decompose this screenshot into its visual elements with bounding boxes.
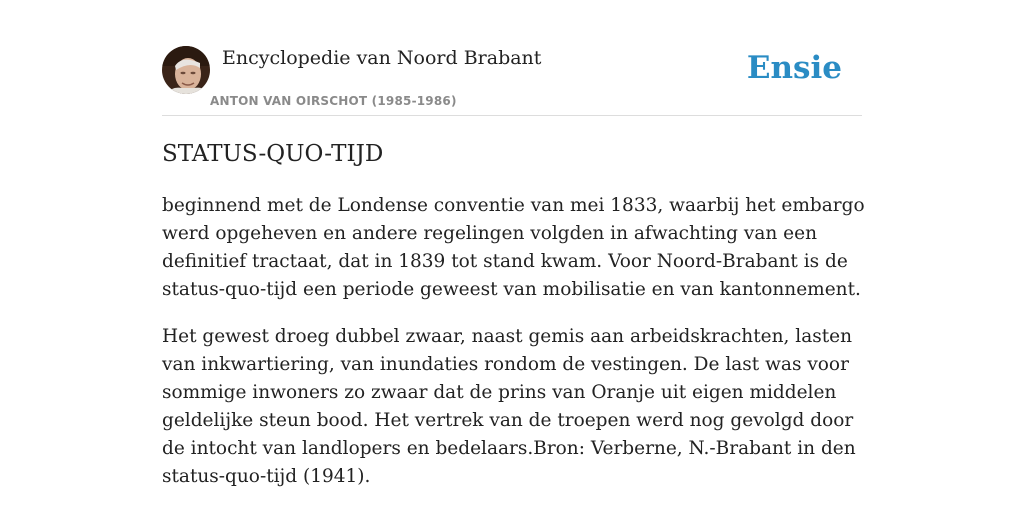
entry-title: STATUS-QUO-TIJD [162, 141, 384, 167]
book-header [162, 46, 862, 116]
entry-paragraph: Het gewest droeg dubbel zwaar, naast gemis aan arbeidskrachten, lasten van inkwartiering, van inundaties rondom de vestingen. De last was voor sommige inwoners zo zwaar dat de prins van Oranje uit eigen middelen geldelijke steun bood. Het vertrek van de troepen werd nog gevolgd door de intocht van landlopers en bedelaars.Bron: Verberne, N.-Brabant in den status-quo-tijd (1941). [162, 326, 856, 487]
header-divider [162, 115, 862, 116]
entry-paragraph: beginnend met de Londense conventie van mei 1833, waarbij het embargo werd opgeheven en andere regelingen volgden in afwachting van een definitief tractaat, dat in 1839 tot stand kwam. Voor Noord-Brabant is de status-quo-tijd een periode geweest van mobilisatie en van kantonnement. [162, 195, 865, 300]
ensie-logo-link[interactable]: Ensie [746, 50, 842, 86]
author-avatar[interactable] [162, 46, 210, 94]
author-name[interactable]: ANTON VAN OIRSCHOT (1985-1986) [210, 94, 457, 108]
entry-body [162, 192, 872, 510]
encyclopedia-title[interactable]: Encyclopedie van Noord Brabant [222, 47, 542, 69]
